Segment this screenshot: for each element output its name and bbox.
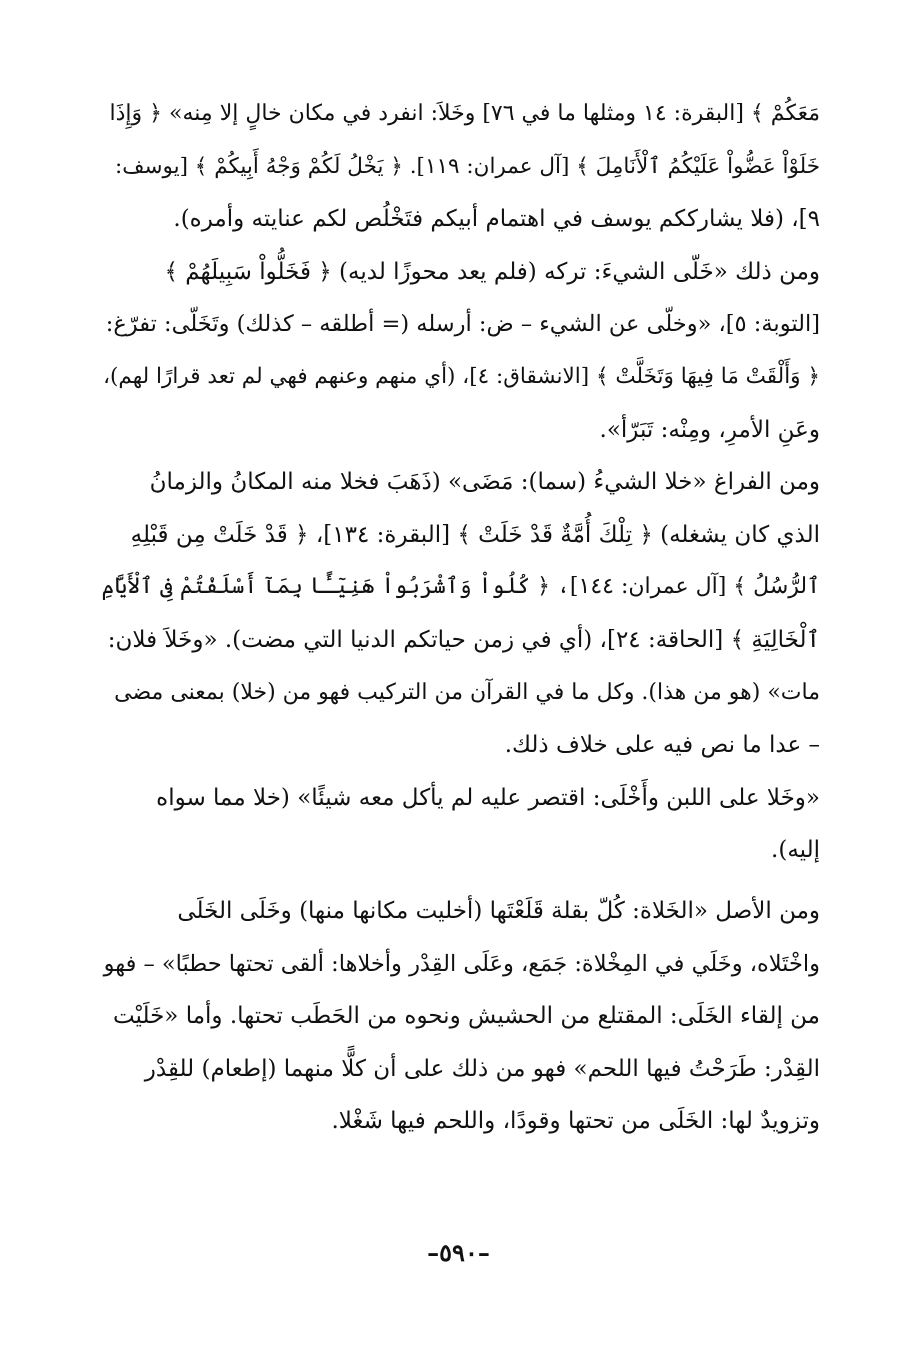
text-line: ومن الأصل «الخَلاة: كُلّ بقلة قَلَعْتَها (أخليت مكانها منها) وخَلَى الخَلَى	[177, 897, 820, 924]
text-line: الذي كان يشغله) ﴿ تِلْكَ أُمَّةٌ قَدْ خَلَتْ ﴾ [البقرة: ١٣٤]، ﴿ قَدْ خَلَتْ مِن قَبْلِهِ	[130, 521, 820, 548]
text-line: خَلَوْاْ عَضُّواْ عَلَيْكُمُ ٱلْأَنَامِلَ ﴾ [آل عمران: ١١٩]. ﴿ يَخْلُ لَكُمْ وَجْهُ أَبِيكُمْ ﴾ [يوسف:	[114, 153, 820, 179]
text-line: مَعَكُمْ ﴾ [البقرة: ١٤ ومثلها ما في ٧٦] وخَلاَ: انفرد في مكان خالٍ إلا مِنه» ﴿ وَإِذَا	[109, 101, 820, 126]
paragraph-5	[100, 885, 820, 1148]
text-line: وعَنِ الأمرِ، ومِنْه: تَبَرّأ».	[599, 416, 820, 443]
text-line: ﴿ وَأَلْقَتْ مَا فِيهَا وَتَخَلَّتْ ﴾ [الانشقاق: ٤]، (أي منهم وعنهم فهي لم تعد قرارًا لهم)،	[103, 363, 820, 389]
paragraph-1	[100, 88, 820, 246]
text-line: ٱلْخَالِيَةِ ﴾ [الحاقة: ٢٤]، (أي في زمن حياتكم الدنيا التي مضت). «وخَلاَ فلان:	[107, 626, 820, 653]
text-line: من إلقاء الخَلَى: المقتلع من الحشيش ونحوه من الحَطَب تحتها. وأما «خَلَيْت	[112, 1003, 820, 1030]
paragraph-3	[100, 456, 820, 772]
text-line: ومن الفراغ «خلا الشيءُ (سما): مَضَى» (ذَهَبَ فخلا منه المكانُ والزمانُ	[149, 469, 820, 496]
text-line: القِدْر: طَرَحْتُ فيها اللحم» فهو من ذلك على أن كلًّا منهما (إطعام) للقِدْر	[144, 1055, 820, 1082]
body-text	[100, 88, 820, 1148]
text-line: ومن ذلك «خَلّى الشيءَ: تركه (فلم يعد محوزًا لديه) ﴿ فَخَلُّواْ سَبِيلَهُمْ ﴾	[164, 258, 820, 285]
text-line: – عدا ما نص فيه على خلاف ذلك.	[504, 732, 820, 759]
paragraph-4	[100, 772, 820, 877]
page-number: –٥٩٠–	[427, 1238, 490, 1267]
text-line: ٱلرُّسُلُ ﴾ [آل عمران: ١٤٤]، ﴿ كُلُواْ وَٱشْرَبُواْ هَنِيٓـًٔا بِمَآ أَسْلَفْتُمْ فِى ٱلْأَيَّامِ	[101, 574, 820, 600]
text-line: واخْتَلاه، وخَلَي في المِخْلاة: جَمَع، وعَلَى القِدْر وأخلاها: ألقى تحتها حطبًا» – فهو	[103, 950, 820, 977]
text-line: وتزويدٌ لها: الخَلَى من تحتها وقودًا، واللحم فيها شَغْلا.	[331, 1108, 820, 1135]
text-line: «وخَلا على اللبن وأَخْلَى: اقتصر عليه لم يأكل معه شيئًا» (خلا مما سواه	[156, 784, 820, 811]
text-line: إليه).	[771, 837, 820, 864]
text-line: ٩]، (فلا يشارككم يوسف في اهتمام أبيكم فتَخْلُص لكم عنايته وأمره).	[173, 206, 820, 233]
text-line: [التوبة: ٥]، «وخلّى عن الشيء – ض: أرسله (= أطلقه – كذلك) وتَخَلّى: تفرّغ:	[105, 311, 820, 338]
text-line: مات» (هو من هذا). وكل ما في القرآن من التركيب فهو من (خلا) بمعنى مضى	[114, 679, 820, 705]
paragraph-2	[100, 246, 820, 456]
